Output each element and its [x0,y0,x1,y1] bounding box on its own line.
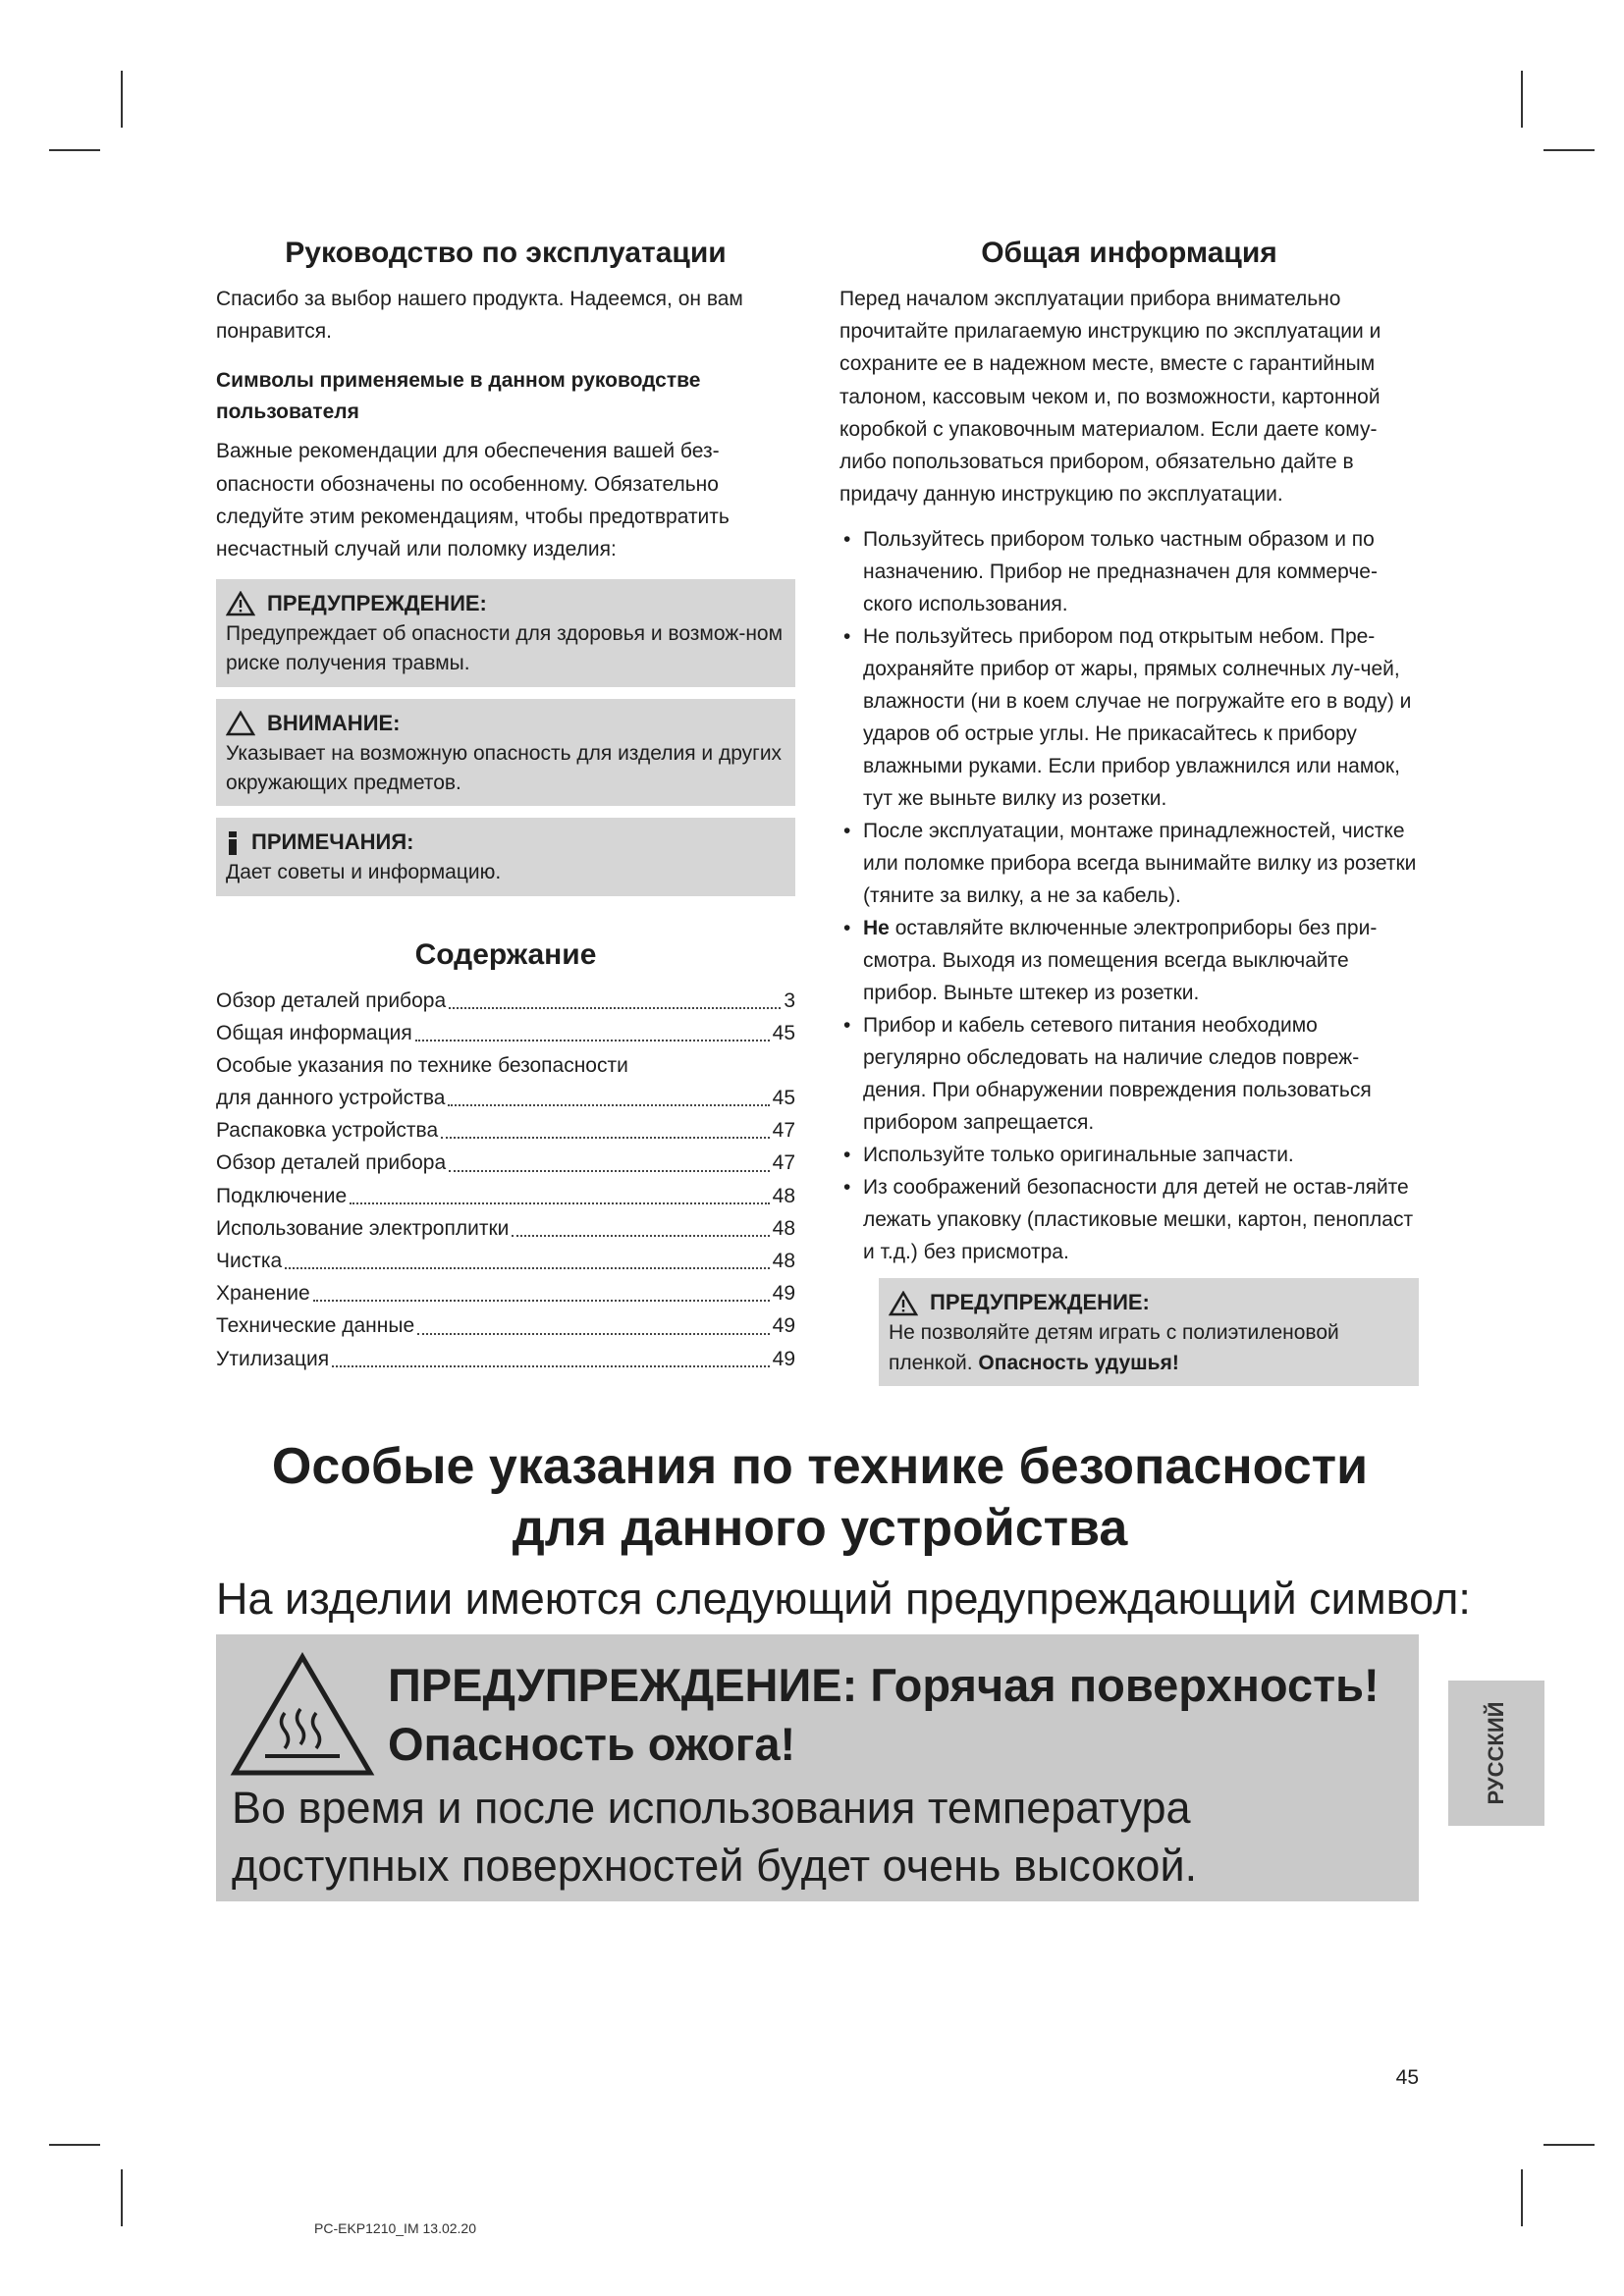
general-info-title: Общая информация [981,237,1277,269]
safety-title [177,1436,1463,1561]
toc-entry[interactable] [216,1212,795,1245]
crop-mark [121,71,123,128]
warning-triangle-icon [226,591,255,616]
toc-entry-page: 49 [772,1282,795,1306]
crop-mark [49,149,100,151]
manual-title: Руководство по эксплуатации [285,237,727,269]
crop-mark [121,2169,123,2226]
warning-triangle-icon [889,1291,918,1316]
toc-entry-label: Особые указания по технике безопасности [216,1053,628,1077]
list-item: • Не пользуйтесь прибором под открытым небом. Пре-дохраняйте прибор от жары, прямых солнечных лу-чей, влажности (ни в коем случае не погружайте его в воду) и ударов об острые углы. Не прикасайтесь к прибору влажными руками. Если прибор увлажнился или намок, тут же выньте вилку из розетки. [839,621,1419,816]
page-number: 45 [1395,2066,1419,2089]
toc-entry[interactable] [216,1343,795,1375]
info-icon [226,830,240,856]
warning-text: Не позволяйте детям играть с полиэтиленовой пленкой. Опасность удушья! [889,1321,1339,1374]
toc-entry-label: Общая информация [216,1021,412,1044]
toc-entry-page: 49 [772,1314,795,1338]
toc-entry[interactable] [216,1082,795,1114]
hot-surface-heading [388,1656,1380,1774]
left-column [216,236,795,1375]
safety-title-line1: Особые указания по технике безопасности [271,1438,1369,1495]
crop-mark [1543,2144,1595,2146]
toc-entry-page: 48 [772,1249,795,1272]
toc-entry-page: 48 [772,1216,795,1240]
toc-entry[interactable] [216,985,795,1017]
general-info-text: Перед началом эксплуатации прибора внимательно прочитайте прилагаемую инструкцию по эксплуатации и сохраните ее в надежном месте, вместе с гарантийным талоном, кассовым чеком и, по возможности, картонной коробкой с упаковочным материалом. Если даете кому-либо попользоваться прибором, обязательно дайте в придачу данную инструкцию по эксплуатации. [839,288,1381,507]
toc-entry[interactable] [216,1147,795,1179]
symbols-text: Важные рекомендации для обеспечения вашей без-опасности обозначены по особенному. Обязательно следуйте этим рекомендациям, чтобы предотвратить несчастный случай или поломку изделия: [216,440,730,561]
toc-entry[interactable] [216,1114,795,1147]
symbol-intro: На изделии имеются следующий предупреждающий символ: [216,1574,1471,1624]
hot-surface-heading-line2: Опасность ожога! [388,1718,796,1771]
safety-bullet-list [839,524,1419,1268]
toc-entry-page: 49 [772,1347,795,1370]
toc-entry-label: Чистка [216,1249,283,1272]
list-item: • Прибор и кабель сетевого питания необходимо регулярно обследовать на наличие следов повреж-дения. При обнаружении повреждения пользоваться прибором запрещается. [839,1010,1419,1140]
toc-entry-page: 45 [772,1021,795,1044]
toc-entry[interactable] [216,1180,795,1212]
bold-text: Опасность удушья! [978,1351,1179,1374]
language-tab [1448,1681,1544,1826]
toc-entry[interactable] [216,1277,795,1309]
toc-title: Содержание [414,937,597,971]
toc-entry-page: 47 [772,1119,795,1143]
list-item: • Используйте только оригинальные запчасти. [839,1140,1419,1172]
safety-title-line2: для данного устройства [512,1500,1128,1558]
list-item: • Пользуйтесь прибором только частным образом и по назначению. Прибор не предназначен для коммерче-ского использования. [839,524,1419,621]
caution-label: ВНИМАНИЕ: [267,710,401,735]
language-label: РУССКИЙ [1484,1701,1508,1805]
warning-label: ПРЕДУПРЕЖДЕНИЕ: [267,591,487,616]
toc-entry-page: 45 [772,1087,795,1110]
list-item: • Из соображений безопасности для детей не остав-ляйте лежать упаковку (пластиковые мешки, картон, пенопласт и т.д.) без присмотра. [839,1172,1419,1269]
crop-mark [1521,2169,1523,2226]
hot-surface-heading-line1: ПРЕДУПРЕЖДЕНИЕ: Горячая поверхность! [388,1659,1380,1711]
list-item: • После эксплуатации, монтаже принадлежностей, чистке или поломке прибора всегда вынимайте вилку из розетки (тяните за вилку, а не за кабель). [839,816,1419,913]
warning-text: Предупреждает об опасности для здоровья и возмож-ном риске получения травмы. [226,621,784,675]
toc-entry-label: Распаковка устройства [216,1119,439,1143]
toc-entry-label: Подключение [216,1184,348,1207]
table-of-contents [216,985,795,1375]
caution-note [216,699,795,807]
caution-text: Указывает на возможную опасность для изделия и других окружающих предметов. [226,741,783,794]
toc-entry-page: 3 [784,988,795,1012]
toc-entry-label: Хранение [216,1282,310,1306]
crop-mark [1521,71,1523,128]
crop-mark [1543,149,1595,151]
right-column [839,236,1419,1398]
warning-label: ПРЕДУПРЕЖДЕНИЕ: [930,1290,1150,1315]
toc-entry[interactable] [216,1017,795,1049]
list-item-text: оставляйте включенные электроприборы без при-смотра. Выходя из помещения всегда выключайте прибор. Выньте штекер из розетки. [863,916,1378,1004]
toc-entry-page: 48 [772,1184,795,1207]
hot-surface-warning [216,1634,1419,1901]
toc-entry[interactable] [216,1309,795,1342]
thanks-text: Спасибо за выбор нашего продукта. Надеемся, он вам понравится. [216,288,743,344]
hot-surface-text: Во время и после использования температура доступных поверхностей будет очень высокой. [232,1783,1198,1891]
warning-note [216,579,795,687]
symbols-heading: Символы применяемые в данном руководстве пользователя [216,369,701,423]
toc-entry-page: 47 [772,1151,795,1175]
toc-entry-label: Утилизация [216,1347,330,1370]
toc-entry-label: для данного устройства [216,1087,446,1110]
toc-entry[interactable] [216,1245,795,1277]
suffocation-warning-note [879,1278,1419,1386]
toc-entry[interactable] [216,1049,795,1082]
toc-entry-label: Обзор деталей прибора [216,1151,447,1175]
notes-label: ПРИМЕЧАНИЯ: [251,829,414,855]
notes-text: Дает советы и информацию. [226,861,502,884]
document-code: PC-EKP1210_IM 13.02.20 [314,2220,476,2236]
notes-note [216,818,795,895]
bold-text: Не [863,916,890,939]
toc-entry-label: Технические данные [216,1314,415,1338]
crop-mark [49,2144,100,2146]
list-item [839,913,1419,1010]
toc-entry-label: Использование электроплитки [216,1216,510,1240]
caution-triangle-icon [226,711,255,736]
toc-entry-label: Обзор деталей прибора [216,988,447,1012]
hot-surface-icon [230,1652,375,1778]
